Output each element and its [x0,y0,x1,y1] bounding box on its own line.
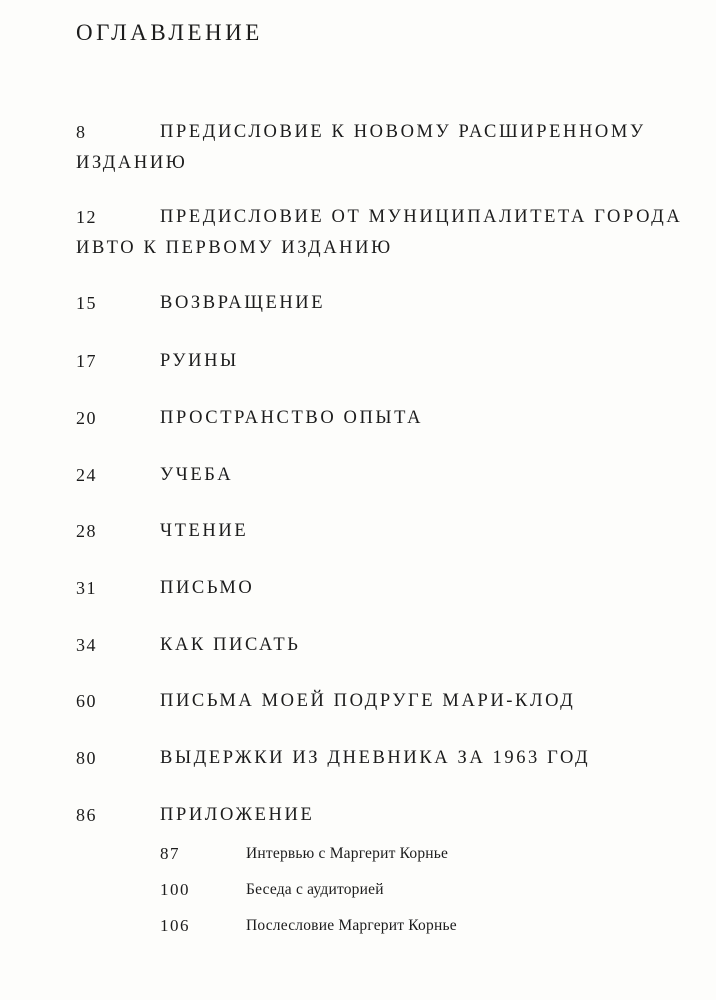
page-title: ОГЛАВЛЕНИЕ [76,20,263,45]
toc-entry-title: КАК ПИСАТЬ [160,635,301,655]
toc-entry[interactable] [76,460,686,491]
toc-page-number: 60 [76,691,97,711]
toc-page-number: 31 [76,578,97,598]
toc-entry[interactable] [76,288,686,319]
toc-entry-title: ЧТЕНИЕ [160,521,249,541]
toc-entry[interactable] [76,573,686,604]
toc-entry[interactable] [76,403,686,434]
toc-entry-title: РУИНЫ [160,351,239,371]
toc-entry-title: ВЫДЕРЖКИ ИЗ ДНЕВНИКА ЗА 1963 ГОД [160,748,591,768]
toc-entry[interactable] [76,686,686,717]
toc-entry-title: ПРИЛОЖЕНИЕ [160,805,315,825]
toc-entry[interactable] [76,800,686,831]
toc-page-number: 86 [76,805,97,825]
toc-page-number: 80 [76,748,97,768]
toc-entry-title: ПРОСТРАНСТВО ОПЫТА [160,408,424,428]
toc-entry[interactable] [76,346,686,377]
toc-subentry-title: Беседа с аудиторией [246,881,384,898]
toc-entry[interactable] [76,743,686,774]
toc-entry-title: ПРЕДИСЛОВИЕ К НОВОМУ РАСШИРЕННОМУ ИЗДАНИЮ [76,122,646,173]
toc-page-number: 8 [76,122,87,142]
toc-entry[interactable] [76,516,686,547]
toc-entry-title: ПИСЬМО [160,578,255,598]
toc-page-number: 24 [76,465,97,485]
toc-entry-title: ПИСЬМА МОЕЙ ПОДРУГЕ МАРИ-КЛОД [160,691,576,711]
toc-entry-title: УЧЕБА [160,465,234,485]
toc-subentry-title: Послесловие Маргерит Корнье [246,917,457,934]
toc-page-number: 17 [76,351,97,371]
toc-page-number: 34 [76,635,97,655]
toc-page-number: 20 [76,408,97,428]
toc-entry[interactable] [76,630,686,661]
toc-subentry-page-number: 87 [160,844,180,863]
toc-page-number: 28 [76,521,97,541]
toc-entry-title: ВОЗВРАЩЕНИЕ [160,293,326,313]
toc-entry-title: ПРЕДИСЛОВИЕ ОТ МУНИЦИПАЛИТЕТА ГОРОДА ИВТО К ПЕРВОМУ ИЗДАНИЮ [76,207,683,258]
toc-entry[interactable] [76,117,686,179]
toc-page-number: 15 [76,293,97,313]
toc-entry[interactable] [76,202,686,264]
toc-subentry-page-number: 106 [160,916,190,935]
toc-subentry-page-number: 100 [160,880,190,899]
toc-subentry-title: Интервью с Маргерит Корнье [246,845,449,862]
toc-page-number: 12 [76,207,97,227]
